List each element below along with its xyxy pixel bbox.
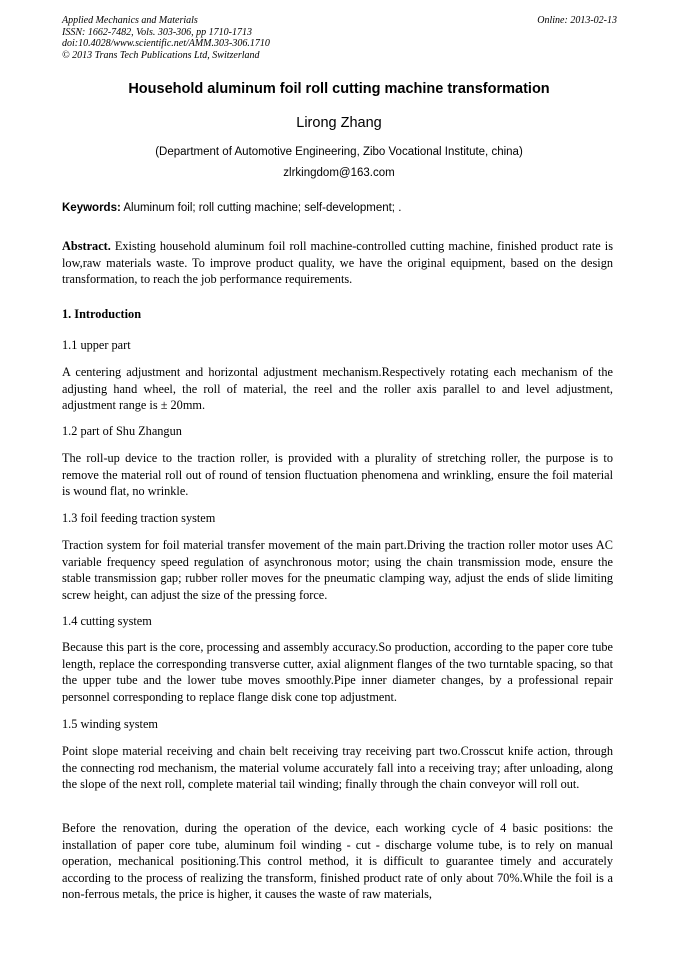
author-name: Lirong Zhang <box>296 115 382 131</box>
subsection-heading-1-4: 1.4 cutting system <box>62 614 152 628</box>
subsection-heading-1-1: 1.1 upper part <box>62 338 131 352</box>
paragraph-1-4: Because this part is the core, processing and assembly accuracy.So production, according to the paper core tube length, replace the corresponding transverse cutter, axial alignment flanges of the two turntable spacing, so that the upper tube and the lower tube moves smoothly.Pipe inner diameter changes, by a professional repair personnel corresponding to replace flange disk cone top adjustment. <box>62 640 613 704</box>
paragraph-renovation: Before the renovation, during the operation of the device, each working cycle of 4 basic positions: the installation of paper core tube, aluminum foil winding - cut - discharge volume tube, is to rely on manual operation, mechanical positioning.This control method, it is difficult to guarantee timely and accurately according to the process of realizing the transform, finished product rate of only about 70%.While the foil is a non-ferrous metals, the price is higher, it causes the waste of raw materials, <box>62 821 613 901</box>
paragraph-1-5: Point slope material receiving and chain belt receiving tray receiving part two.Crosscut knife action, through the connecting rod mechanism, the material volume accurately fall into a receiving tray; after unloading, along the slope of the next roll, complete material tail winding; finally through the chain conveyor will roll out. <box>62 744 613 791</box>
journal-header <box>62 15 617 61</box>
keywords <box>62 202 617 214</box>
keywords-label: Keywords: <box>62 202 121 214</box>
subsection-heading-1-2: 1.2 part of Shu Zhangun <box>62 424 182 438</box>
doi-line: doi:10.4028/www.scientific.net/AMM.303-306.1710 <box>62 38 270 49</box>
paper-title: Household aluminum foil roll cutting machine transformation <box>128 81 550 97</box>
journal-name: Applied Mechanics and Materials <box>62 15 198 26</box>
abstract <box>62 238 613 288</box>
online-date: Online: 2013-02-13 <box>537 15 617 26</box>
keywords-text: Aluminum foil; roll cutting machine; self-development; . <box>120 202 402 214</box>
abstract-text: Existing household aluminum foil roll machine-controlled cutting machine, finished product rate is low,raw materials waste. To improve product quality, we have the original equipment, based on the design transformation, to reach the job performance requirements. <box>62 239 613 286</box>
copyright-line: © 2013 Trans Tech Publications Ltd, Switzerland <box>62 49 260 61</box>
paragraph-1-1: A centering adjustment and horizontal adjustment mechanism.Respectively rotating each mechanism of the adjusting hand wheel, the roll of material, the reel and the roller axis parallel to and level adjustment, adjustment range is ± 20mm. <box>62 365 613 412</box>
author-email: zlrkingdom@163.com <box>283 167 395 179</box>
abstract-label: Abstract. <box>62 239 111 253</box>
issn-line: ISSN: 1662-7482, Vols. 303-306, pp 1710-1713 <box>62 26 252 38</box>
paragraph-1-3: Traction system for foil material transfer movement of the main part.Driving the traction roller motor uses AC variable frequency speed regulation of asynchronous motor; using the chain transmission mode, ensure the stable transmission gap; rubber roller moves for the pneumatic clamping way, adjust the ends of slide limiting screw height, can adjust the size of the pressing force. <box>62 538 613 602</box>
section-heading-introduction: 1. Introduction <box>62 307 142 321</box>
author-affiliation: (Department of Automotive Engineering, Zibo Vocational Institute, china) <box>155 146 523 158</box>
subsection-heading-1-3: 1.3 foil feeding traction system <box>62 511 216 525</box>
paragraph-1-2: The roll-up device to the traction roller, is provided with a plurality of stretching roller, the purpose is to remove the material roll out of round of tension fluctuation phenomena and wrinkling, ensure the foil material is wound flat, no wrinkle. <box>62 451 613 498</box>
subsection-heading-1-5: 1.5 winding system <box>62 717 158 731</box>
